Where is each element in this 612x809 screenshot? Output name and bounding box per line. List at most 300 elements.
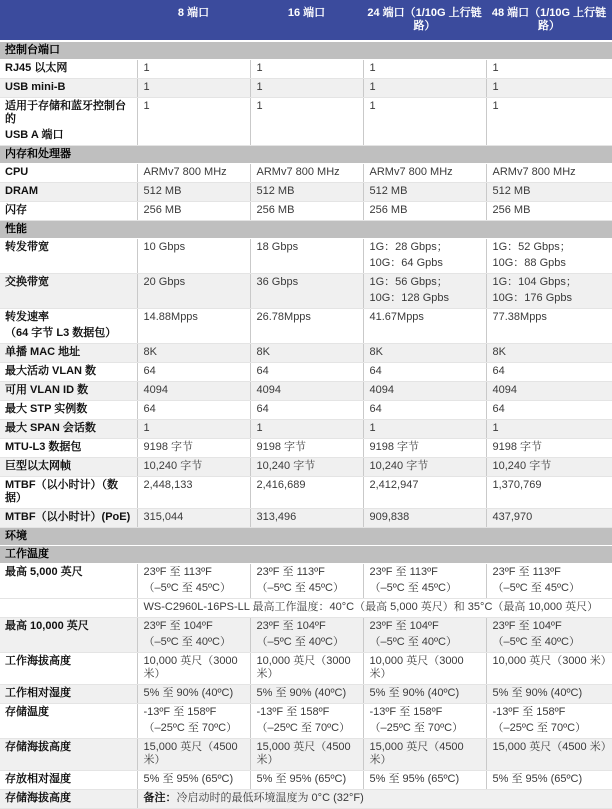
data-cell [486,704,612,739]
row-label-cell [0,420,137,439]
cell-line: 4094 [369,384,394,396]
data-cell [137,401,250,420]
cell-line: 23ºF 至 104ºF [369,620,439,632]
cell-line: ARMv7 800 MHz [369,166,453,178]
cell-line: MTU-L3 数据包 [5,441,82,453]
cell-line: 64 [492,365,505,377]
data-cell [250,704,363,739]
cell-line: 1G：28 Gbps； [369,241,448,253]
table-row [0,239,612,274]
data-cell [486,79,612,98]
data-cell [486,458,612,477]
cell-line: 41.67Mpps [369,311,424,323]
data-cell [486,363,612,382]
table-row [0,439,612,458]
data-cell [363,363,486,382]
cell-line: 1 [369,81,376,93]
cell-line: 8K [492,346,506,358]
cell-line: 64 [256,403,269,415]
cell-line: 15,000 英尺（4500 米） [256,741,351,766]
cell-line: 10,240 字节 [369,460,429,472]
data-cell [363,79,486,98]
cell-line: 9198 字节 [492,441,543,453]
cell-line: （–5ºC 至 40ºC） [256,636,345,648]
cell-line: ARMv7 800 MHz [256,166,340,178]
table-row [0,382,612,401]
cell-line: 1 [256,422,263,434]
cell-line: 23ºF 至 113ºF [492,566,561,578]
table-body [0,41,612,809]
cell-line: 1 [256,100,263,112]
table-row [0,202,612,221]
row-label-cell [0,274,137,309]
row-label-cell [0,401,137,420]
cell-line: （–5ºC 至 45ºC） [369,582,458,594]
data-cell [250,98,363,146]
data-cell [250,363,363,382]
data-cell [250,509,363,528]
data-cell [486,420,612,439]
cell-line: 10,240 字节 [256,460,316,472]
data-cell [486,509,612,528]
data-cell [250,439,363,458]
cell-line: 单播 MAC 地址 [5,346,81,358]
cell-line: 1 [143,62,150,74]
row-label-cell [0,771,137,790]
data-cell [363,382,486,401]
cell-line: 最大 SPAN 会话数 [5,422,96,434]
cell-line: 10G：128 Gpbs [369,292,449,304]
data-cell [486,344,612,363]
data-cell [137,509,250,528]
data-cell [137,183,250,202]
cell-line: 23ºF 至 104ºF [492,620,562,632]
cell-line: 10,240 字节 [492,460,552,472]
cell-line: -13ºF 至 158ºF [143,706,217,718]
cell-line: （–5ºC 至 45ºC） [492,582,581,594]
data-cell [363,98,486,146]
table-row [0,164,612,183]
row-label-cell [0,739,137,771]
data-cell [137,477,250,509]
data-cell [137,202,250,221]
data-cell [363,458,486,477]
section-header-row [0,221,612,239]
data-cell [363,704,486,739]
data-cell [250,344,363,363]
data-cell [363,202,486,221]
cell-line: 23ºF 至 113ºF [369,566,438,578]
cell-line: （–5ºC 至 40ºC） [369,636,458,648]
data-cell [363,771,486,790]
cell-line: 23ºF 至 104ºF [256,620,326,632]
data-cell [250,653,363,685]
cell-line: DRAM [5,185,38,197]
data-cell [137,458,250,477]
cell-line: 512 MB [492,185,531,197]
cell-line: 64 [369,365,382,377]
cell-line: 4094 [256,384,281,396]
data-cell [250,477,363,509]
table-row [0,564,612,599]
cell-line: 1,370,769 [492,479,542,491]
row-label-cell [0,98,137,146]
data-cell [486,309,612,344]
data-cell [137,79,250,98]
data-cell [137,564,250,599]
cell-line: 4094 [143,384,168,396]
data-cell [137,274,250,309]
cell-line: （64 字节 L3 数据包） [5,327,117,339]
data-cell [486,164,612,183]
cell-line: -13ºF 至 158ºF [492,706,566,718]
cell-line: （–25ºC 至 70ºC） [256,722,351,734]
data-cell [137,704,250,739]
merged-note-cell [137,790,612,809]
cell-line: 5% 至 90% (40ºC) [256,687,347,699]
cell-line: 256 MB [143,204,182,216]
cell-line: MTBF（以小时计）(PoE) [5,511,131,523]
cell-line: 512 MB [369,185,408,197]
data-cell [137,382,250,401]
cell-line: 9198 字节 [369,441,420,453]
note-prefix: 备注： [143,792,177,804]
cell-line: USB A 端口 [5,129,64,141]
table-row [0,401,612,420]
data-cell [486,183,612,202]
cell-line: 8K [256,346,270,358]
cell-line: 5% 至 90% (40ºC) [492,687,583,699]
data-cell [363,274,486,309]
cell-line: 1 [369,100,376,112]
row-label-cell [0,202,137,221]
data-cell [137,739,250,771]
data-cell [486,477,612,509]
cell-line: 23ºF 至 104ºF [143,620,213,632]
data-cell [363,420,486,439]
cell-line: 最高 10,000 英尺 [5,620,89,632]
table-row [0,274,612,309]
data-cell [486,564,612,599]
section-header-label: 工作温度 [0,546,612,564]
table-row [0,363,612,382]
cell-line: 闪存 [5,204,27,216]
data-cell [137,771,250,790]
row-label-cell [0,458,137,477]
cell-line: 5% 至 95% (65ºC) [256,773,347,785]
section-header-row [0,41,612,60]
data-cell [137,60,250,79]
cell-line: 最高 5,000 英尺 [5,566,83,578]
table-row [0,599,612,618]
table-row [0,79,612,98]
section-header-label: 环境 [0,528,612,546]
data-cell [486,653,612,685]
data-cell [250,309,363,344]
cell-line: 1 [492,422,499,434]
cell-line: 5% 至 95% (65ºC) [143,773,234,785]
cell-line: （–25ºC 至 70ºC） [369,722,464,734]
row-label-cell [0,477,137,509]
data-cell [363,60,486,79]
cell-line: 转发速率 [5,311,49,323]
cell-line: 64 [492,403,505,415]
cell-line: 1 [492,100,499,112]
data-cell [137,98,250,146]
cell-line: 1 [143,81,150,93]
cell-line: 256 MB [369,204,408,216]
data-cell [486,618,612,653]
cell-line: 1 [369,62,376,74]
cell-line: 1 [256,81,263,93]
data-cell [250,183,363,202]
row-label-cell [0,60,137,79]
cell-line: -13ºF 至 158ºF [256,706,330,718]
data-cell [486,202,612,221]
cell-line: 1 [492,62,499,74]
cell-line: 8K [143,346,157,358]
cell-line: 77.38Mpps [492,311,547,323]
note-text: 冷启动时的最低环境温度为 0°C (32°F) [176,792,364,804]
cell-line: 适用于存储和蓝牙控制台的 [5,100,126,125]
table-row [0,653,612,685]
cell-line: 909,838 [369,511,410,523]
cell-line: 工作海拔高度 [5,655,71,667]
data-cell [363,309,486,344]
header-row [0,0,612,41]
cell-line: 9198 字节 [256,441,307,453]
cell-line: 15,000 英尺（4500 米） [143,741,238,766]
cell-line: 1 [369,422,376,434]
cell-line: 最大活动 VLAN 数 [5,365,97,377]
data-cell [137,439,250,458]
table-row [0,458,612,477]
data-cell [363,239,486,274]
cell-line: ARMv7 800 MHz [492,166,576,178]
cell-line: （–5ºC 至 45ºC） [143,582,232,594]
row-label-cell [0,363,137,382]
data-cell [486,739,612,771]
column-header: 16 端口 [250,0,363,41]
cell-line: 10G：176 Gpbs [492,292,572,304]
table-row [0,420,612,439]
cell-line: 存储温度 [5,706,49,718]
table-row [0,60,612,79]
cell-line: 64 [256,365,269,377]
row-label-cell [0,564,137,599]
cell-line: 1 [492,81,499,93]
cell-line: 5% 至 90% (40ºC) [143,687,234,699]
row-label-cell [0,183,137,202]
table-row [0,618,612,653]
table-row [0,477,612,509]
row-label-cell [0,164,137,183]
data-cell [486,98,612,146]
cell-line: 1G：104 Gbps； [492,276,577,288]
data-cell [250,739,363,771]
data-cell [250,79,363,98]
cell-line: 14.88Mpps [143,311,198,323]
cell-line: 存储海拔高度 [5,792,71,804]
cell-line: 9198 字节 [143,441,194,453]
data-cell [137,420,250,439]
cell-line: 437,970 [492,511,533,523]
data-cell [250,239,363,274]
data-cell [250,458,363,477]
cell-line: （–25ºC 至 70ºC） [492,722,587,734]
data-cell [486,401,612,420]
cell-line: 256 MB [492,204,531,216]
data-cell [250,164,363,183]
data-cell [486,771,612,790]
cell-line: 1 [256,62,263,74]
merged-note-cell: WS-C2960L-16PS-LL 最高工作温度：40°C（最高 5,000 英尺）和 35°C（最高 10,000 英尺） [137,599,612,618]
data-cell [137,344,250,363]
data-cell [486,439,612,458]
data-cell [363,564,486,599]
data-cell [363,618,486,653]
cell-line: 23ºF 至 113ºF [256,566,325,578]
table-row [0,704,612,739]
cell-line: （–25ºC 至 70ºC） [143,722,238,734]
cell-line: 5% 至 95% (65ºC) [492,773,583,785]
cell-line: 工作相对湿度 [5,687,71,699]
cell-line: 10G：88 Gpbs [492,257,566,269]
cell-line: 15,000 英尺（4500 米） [492,741,612,753]
row-label-cell [0,439,137,458]
cell-line: 10,000 英尺（3000 米） [492,655,612,667]
data-cell [250,564,363,599]
cell-line: RJ45 以太网 [5,62,68,74]
data-cell [363,509,486,528]
data-cell [137,618,250,653]
cell-line: 64 [143,403,156,415]
table-row [0,790,612,809]
table-row [0,509,612,528]
data-cell [486,239,612,274]
data-cell [137,164,250,183]
cell-line: ARMv7 800 MHz [143,166,227,178]
section-header-row [0,146,612,164]
cell-line: 18 Gbps [256,241,299,253]
data-cell [250,382,363,401]
section-header-label: 性能 [0,221,612,239]
cell-line: 1 [143,100,150,112]
table-row [0,98,612,146]
data-cell [137,653,250,685]
data-cell [137,239,250,274]
cell-line: 最大 STP 实例数 [5,403,88,415]
data-cell [486,274,612,309]
column-header: 48 端口（1/10G 上行链路） [486,0,612,41]
row-label-cell [0,618,137,653]
data-cell [250,771,363,790]
data-cell [486,60,612,79]
cell-line: 可用 VLAN ID 数 [5,384,89,396]
table-row [0,739,612,771]
cell-line: 8K [369,346,383,358]
cell-line: 315,044 [143,511,184,523]
section-header-label: 控制台端口 [0,41,612,60]
cell-line: 2,412,947 [369,479,419,491]
cell-line: 2,416,689 [256,479,306,491]
row-label-cell [0,509,137,528]
cell-line: 64 [143,365,156,377]
data-cell [250,274,363,309]
cell-line: CPU [5,166,29,178]
cell-line: -13ºF 至 158ºF [369,706,443,718]
data-cell [363,344,486,363]
data-cell [250,618,363,653]
row-label-cell [0,382,137,401]
table-row [0,771,612,790]
data-cell [363,439,486,458]
cell-line: 10G：64 Gpbs [369,257,443,269]
row-label-cell [0,309,137,344]
cell-line: 5% 至 90% (40ºC) [369,687,460,699]
cell-line: MTBF（以小时计）（数据） [5,479,119,504]
cell-line: 1 [143,422,150,434]
cell-line: 10 Gbps [143,241,186,253]
cell-line: 23ºF 至 113ºF [143,566,212,578]
cell-line: 15,000 英尺（4500 米） [369,741,464,766]
data-cell [363,183,486,202]
data-cell [363,401,486,420]
cell-line: USB mini-B [5,81,66,93]
data-cell [250,202,363,221]
cell-line: 512 MB [256,185,295,197]
table-row [0,183,612,202]
corner-cell [0,0,137,41]
cell-line: 10,000 英尺（3000 米） [369,655,464,680]
cell-line: 1G：52 Gbps； [492,241,571,253]
cell-line: 4094 [492,384,517,396]
cell-line: 10,240 字节 [143,460,203,472]
cell-line: 10,000 英尺（3000 米） [143,655,238,680]
column-header: 24 端口（1/10G 上行链路） [363,0,486,41]
cell-line: 512 MB [143,185,182,197]
row-label-cell [0,344,137,363]
cell-line: 2,448,133 [143,479,193,491]
row-label-cell [0,79,137,98]
cell-line: 20 Gbps [143,276,186,288]
cell-line: 存放相对湿度 [5,773,71,785]
section-header-row [0,528,612,546]
cell-line: （–5ºC 至 40ºC） [492,636,581,648]
data-cell [486,382,612,401]
cell-line: 交换带宽 [5,276,49,288]
cell-line: 26.78Mpps [256,311,311,323]
data-cell [363,653,486,685]
cell-line: 36 Gbps [256,276,299,288]
data-cell [250,401,363,420]
data-cell [250,420,363,439]
data-cell [137,363,250,382]
cell-line: 10,000 英尺（3000 米） [256,655,351,680]
cell-line: 1G：56 Gbps； [369,276,448,288]
cell-line: （–5ºC 至 40ºC） [143,636,232,648]
cell-line: 转发带宽 [5,241,49,253]
table-row [0,309,612,344]
cell-line: 313,496 [256,511,297,523]
cell-line: 5% 至 95% (65ºC) [369,773,460,785]
cell-line: 巨型以太网帧 [5,460,71,472]
data-cell [250,60,363,79]
row-label-cell [0,704,137,739]
data-cell [363,164,486,183]
cell-line: （–5ºC 至 45ºC） [256,582,345,594]
table-row [0,344,612,363]
